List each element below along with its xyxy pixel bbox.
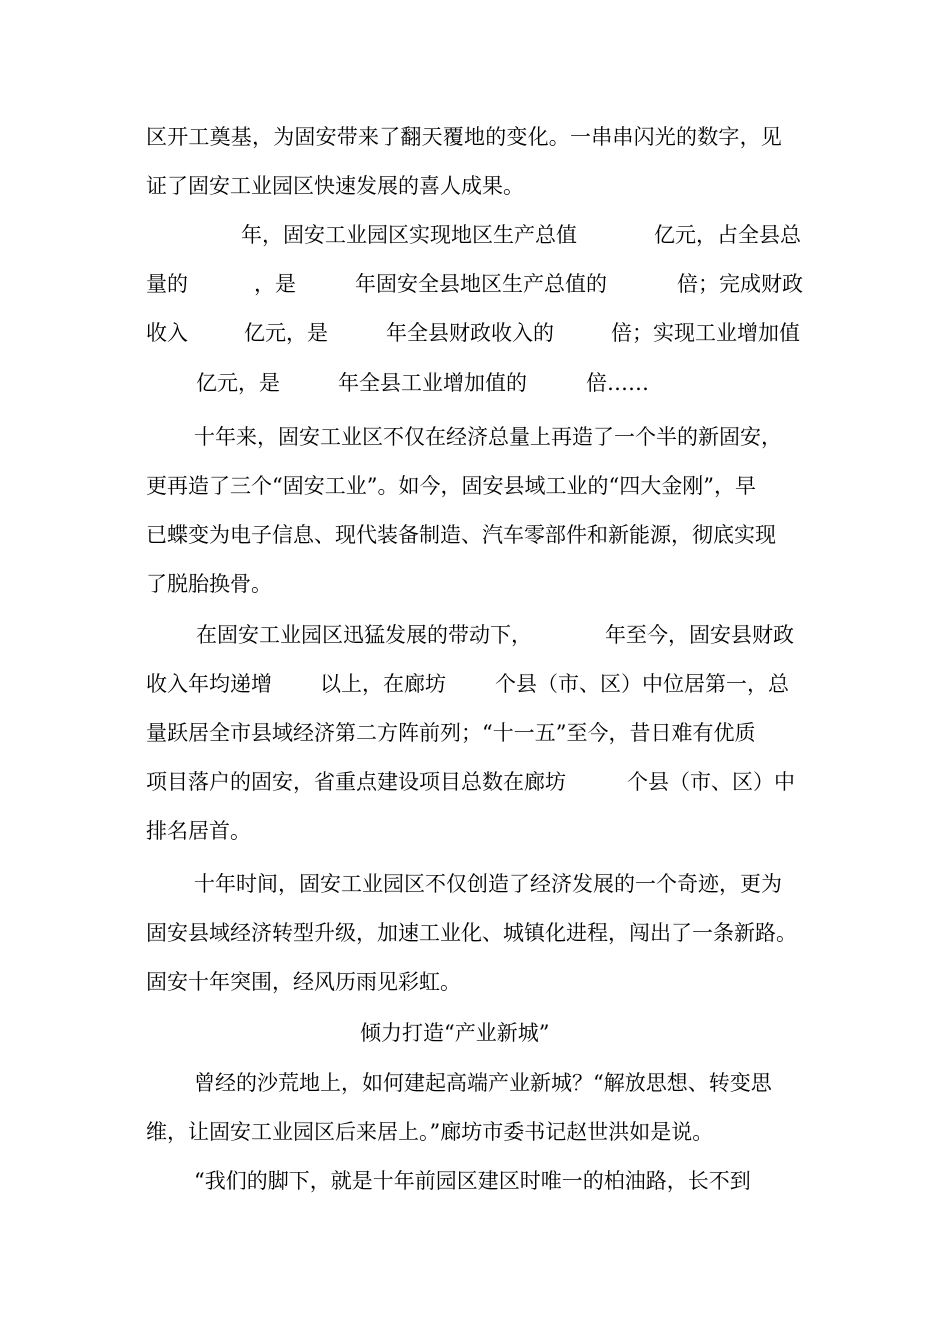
text-line: 十年来，固安工业区不仅在经济总量上再造了一个半的新固安， — [194, 425, 782, 449]
text-line: 年，固安工业园区实现地区生产总值 — [241, 223, 577, 247]
text-line: 亿元，是 — [196, 371, 280, 395]
text-line: 固安十年突围，经风历雨见彩虹。 — [146, 970, 461, 994]
text-line: 年全县财政收入的 — [386, 321, 554, 345]
text-line: 倍…… — [586, 371, 649, 395]
text-line: 亿元，占全县总 — [654, 223, 801, 247]
text-line: 以上，在廊坊 — [320, 672, 446, 696]
text-line: 倍；实现工业增加值 — [611, 321, 800, 345]
text-line: 倍；完成财政 — [677, 272, 803, 296]
text-line: 固安县域经济转型升级，加速工业化、城镇化进程，闯出了一条新路。 — [146, 921, 797, 945]
text-line: 更再造了三个“固安工业”。如今，固安县域工业的“四大金刚”，早 — [146, 474, 756, 498]
text-line: 收入 — [146, 321, 188, 345]
text-line: 曾经的沙荒地上，如何建起高端产业新城？“解放思想、转变思 — [194, 1071, 772, 1095]
text-line: 证了固安工业园区快速发展的喜人成果。 — [146, 174, 524, 198]
text-line: 了脱胎换骨。 — [146, 572, 272, 596]
text-line: 排名居首。 — [146, 819, 251, 843]
text-line: “我们的脚下，就是十年前园区建区时唯一的柏油路，长不到 — [194, 1169, 751, 1193]
text-line: 区开工奠基，为固安带来了翻天覆地的变化。一串串闪光的数字，见 — [146, 125, 782, 149]
text-line: 个县（市、区）中 — [627, 770, 795, 794]
text-line: 个县（市、区）中位居第一，总 — [495, 672, 789, 696]
text-line: 年固安全县地区生产总值的 — [355, 272, 607, 296]
text-line: 量跃居全市县域经济第二方阵前列；“十一五”至今，昔日难有优质 — [146, 721, 756, 745]
text-line: 项目落户的固安，省重点建设项目总数在廊坊 — [146, 770, 566, 794]
section-heading: 倾力打造“产业新城” — [360, 1021, 550, 1045]
text-line: 亿元，是 — [244, 321, 328, 345]
text-line: 维，让固安工业园区后来居上。”廊坊市委书记赵世洪如是说。 — [146, 1120, 714, 1144]
text-line: 年至今，固安县财政 — [605, 623, 794, 647]
text-line: 十年时间，固安工业园区不仅创造了经济发展的一个奇迹，更为 — [194, 872, 782, 896]
text-line: ，是 — [254, 272, 296, 296]
text-line: 收入年均递增 — [146, 672, 272, 696]
text-line: 已蝶变为电子信息、现代装备制造、汽车零部件和新能源，彻底实现 — [146, 523, 776, 547]
text-line: 在固安工业园区迅猛发展的带动下， — [196, 623, 532, 647]
text-line: 量的 — [146, 272, 188, 296]
text-line: 年全县工业增加值的 — [338, 371, 527, 395]
